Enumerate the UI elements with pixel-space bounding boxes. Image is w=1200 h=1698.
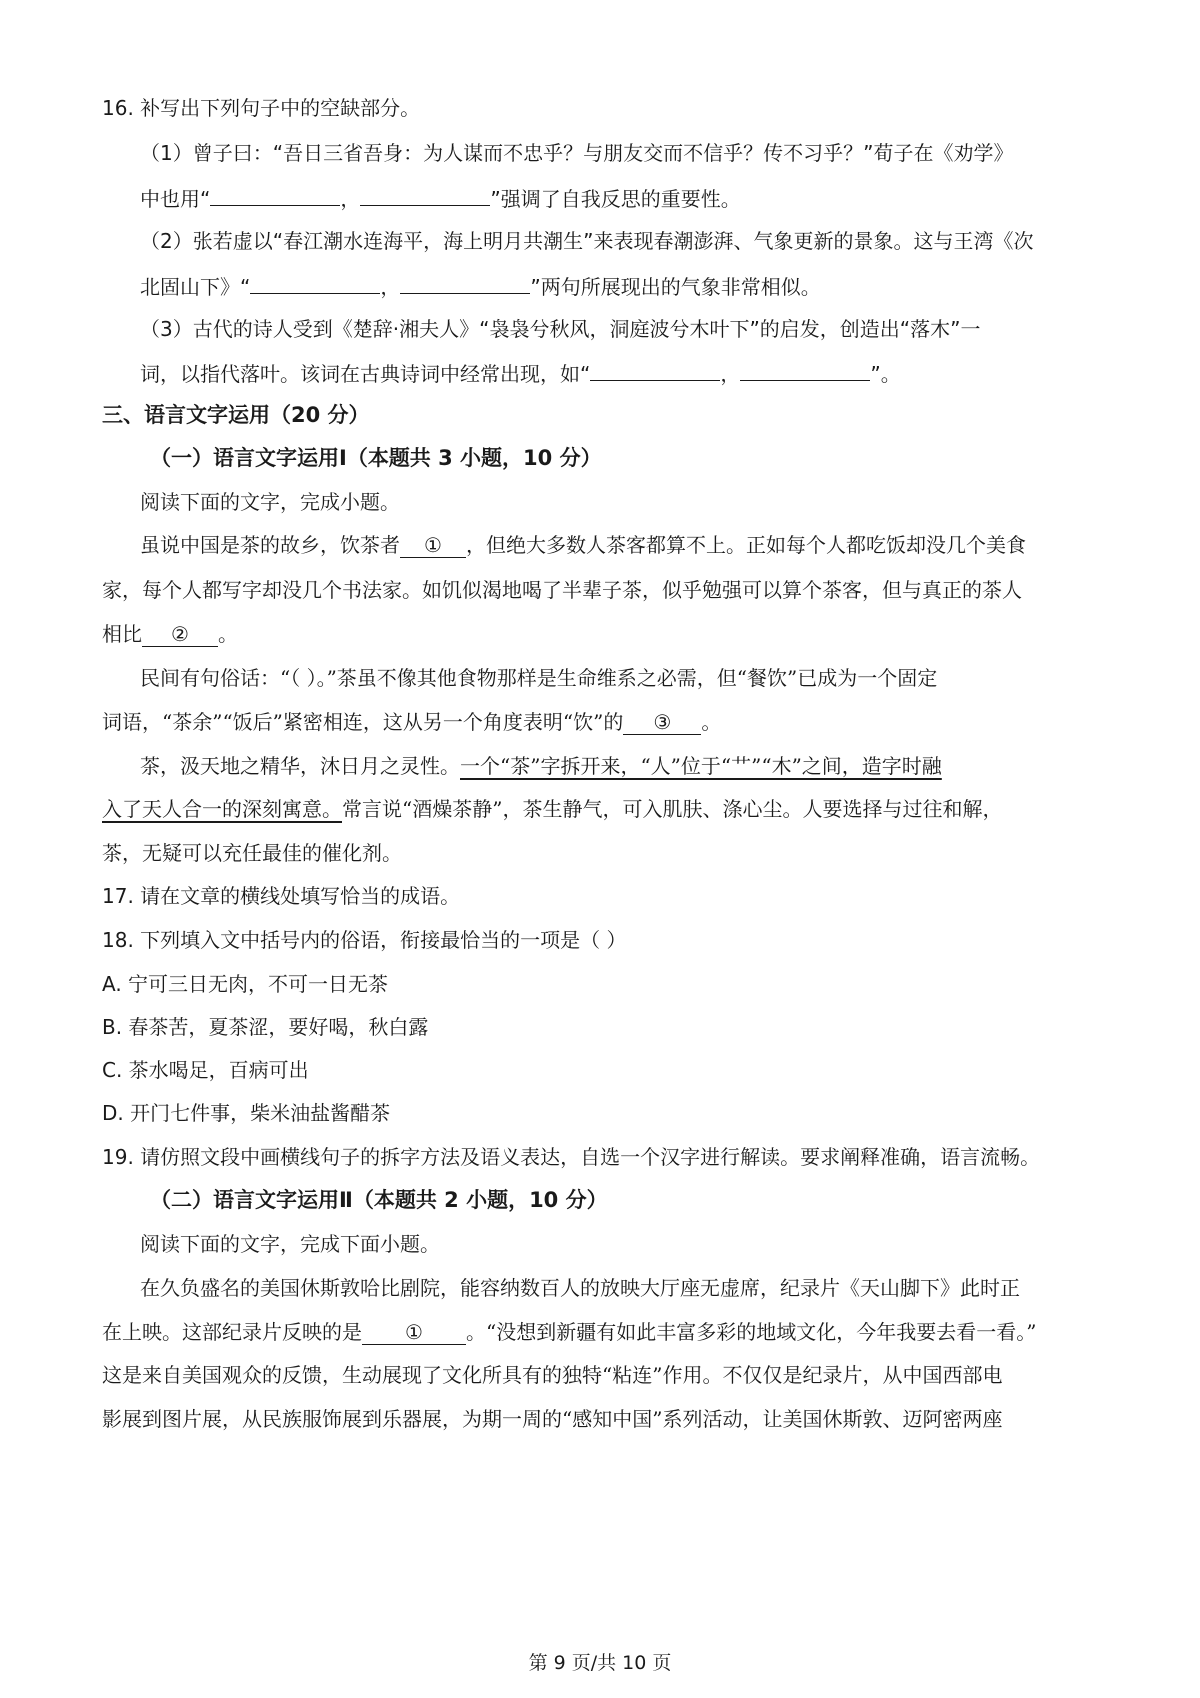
passage3-line2: 入了天人合一的深刻寓意。常言说“酒燥茶静”，茶生静气，可入肌肤、涤心尘。人要选择与过往和解， xyxy=(102,797,1003,821)
passage2-line2: 词语，“茶余”“饭后”紧密相连，这从另一个角度表明“饮”的 ③ 。 xyxy=(102,710,722,734)
q18-option-c: C. 茶水喝足，百病可出 xyxy=(102,1058,309,1082)
q18-option-b: B. 春茶苦，夏茶涩，要好喝，秋白露 xyxy=(102,1015,429,1039)
q16-p2-line1: （2）张若虚以“春江潮水连海平，海上明月共潮生”来表现春潮澎湃、气象更新的景象。这与王湾《次 xyxy=(140,229,1034,253)
q16-p1-line2: 中也用“ ， ”强调了自我反思的重要性。 xyxy=(140,183,741,213)
q18-option-d: D. 开门七件事，柴米油盐酱醋茶 xyxy=(102,1101,391,1125)
numbered-blank-1: ① xyxy=(362,1320,466,1345)
q16-p3-line1: （3）古代的诗人受到《楚辞·湘夫人》“袅袅兮秋风，洞庭波兮木叶下”的启发，创造出“落木”一 xyxy=(140,317,981,341)
fill-blank xyxy=(590,358,720,381)
passage4-line2: 在上映。这部纪录片反映的是 ① 。“没想到新疆有如此丰富多彩的地域文化，今年我要去看一看。” xyxy=(102,1320,1037,1344)
fill-blank xyxy=(740,358,870,381)
q18: 18. 下列填入文中括号内的俗语，衔接最恰当的一项是（ ） xyxy=(102,928,627,952)
passage1-line3: 相比 ② 。 xyxy=(102,622,238,646)
fill-blank xyxy=(210,183,340,206)
passage4-line4: 影展到图片展，从民族服饰展到乐器展，为期一周的“感知中国”系列活动，让美国休斯敦、迈阿密两座 xyxy=(102,1407,1003,1431)
passage2-line1: 民间有句俗话：“（ ）。”茶虽不像其他食物那样是生命维系之必需，但“餐饮”已成为一个固定 xyxy=(140,666,938,690)
fill-blank xyxy=(250,271,380,294)
passage1-line2: 家，每个人都写字却没几个书法家。如饥似渴地喝了半辈子茶，似乎勉强可以算个茶客，但与真正的茶人 xyxy=(102,578,1022,602)
underlined-sentence: 入了天人合一的深刻寓意。 xyxy=(102,797,342,821)
passage4-line3: 这是来自美国观众的反馈，生动展现了文化所具有的独特“粘连”作用。不仅仅是纪录片，从中国西部电 xyxy=(102,1363,1003,1387)
instruction-1: 阅读下面的文字，完成小题。 xyxy=(140,490,400,514)
passage4-line1: 在久负盛名的美国休斯敦哈比剧院，能容纳数百人的放映大厅座无虚席，纪录片《天山脚下》此时正 xyxy=(140,1276,1020,1300)
numbered-blank-2: ② xyxy=(142,622,218,647)
passage3-line3: 茶，无疑可以充任最佳的催化剂。 xyxy=(102,841,402,865)
q16-title: 16. 补写出下列句子中的空缺部分。 xyxy=(102,96,421,120)
numbered-blank-3: ③ xyxy=(623,710,701,735)
q16-p3-line2: 词，以指代落叶。该词在古典诗词中经常出现，如“ ， ”。 xyxy=(140,358,901,388)
subsection-heading-2: （二）语言文字运用Ⅱ（本题共 2 小题，10 分） xyxy=(150,1188,608,1212)
q19: 19. 请仿照文段中画横线句子的拆字方法及语义表达，自选一个汉字进行解读。要求阐释准确，语言流畅。 xyxy=(102,1145,1041,1169)
numbered-blank-1: ① xyxy=(400,533,466,558)
page-number: 第 9 页/共 10 页 xyxy=(528,1652,672,1674)
underlined-sentence: 一个“茶”字拆开来，“人”位于“艹”“木”之间，造字时融 xyxy=(460,754,942,778)
fill-blank xyxy=(400,271,530,294)
passage1-line1: 虽说中国是茶的故乡，饮茶者 ① ，但绝大多数人茶客都算不上。正如每个人都吃饭却没几个美食 xyxy=(140,533,1026,557)
instruction-2: 阅读下面的文字，完成下面小题。 xyxy=(140,1232,440,1256)
fill-blank xyxy=(360,183,490,206)
q16-p1-line1: （1）曾子曰：“吾日三省吾身：为人谋而不忠乎？与朋友交而不信乎？传不习乎？”荀子在《劝学》 xyxy=(140,141,1014,165)
subsection-heading-1: （一）语言文字运用Ⅰ（本题共 3 小题，10 分） xyxy=(150,446,602,470)
q17: 17. 请在文章的横线处填写恰当的成语。 xyxy=(102,884,461,908)
passage3-line1: 茶，汲天地之精华，沐日月之灵性。一个“茶”字拆开来，“人”位于“艹”“木”之间，造字时融 xyxy=(140,754,942,778)
q16-p2-line2: 北固山下》“ ， ”两句所展现出的气象非常相似。 xyxy=(140,271,821,301)
q18-option-a: A. 宁可三日无肉，不可一日无茶 xyxy=(102,972,389,996)
section-heading: 三、语言文字运用（20 分） xyxy=(102,403,370,427)
